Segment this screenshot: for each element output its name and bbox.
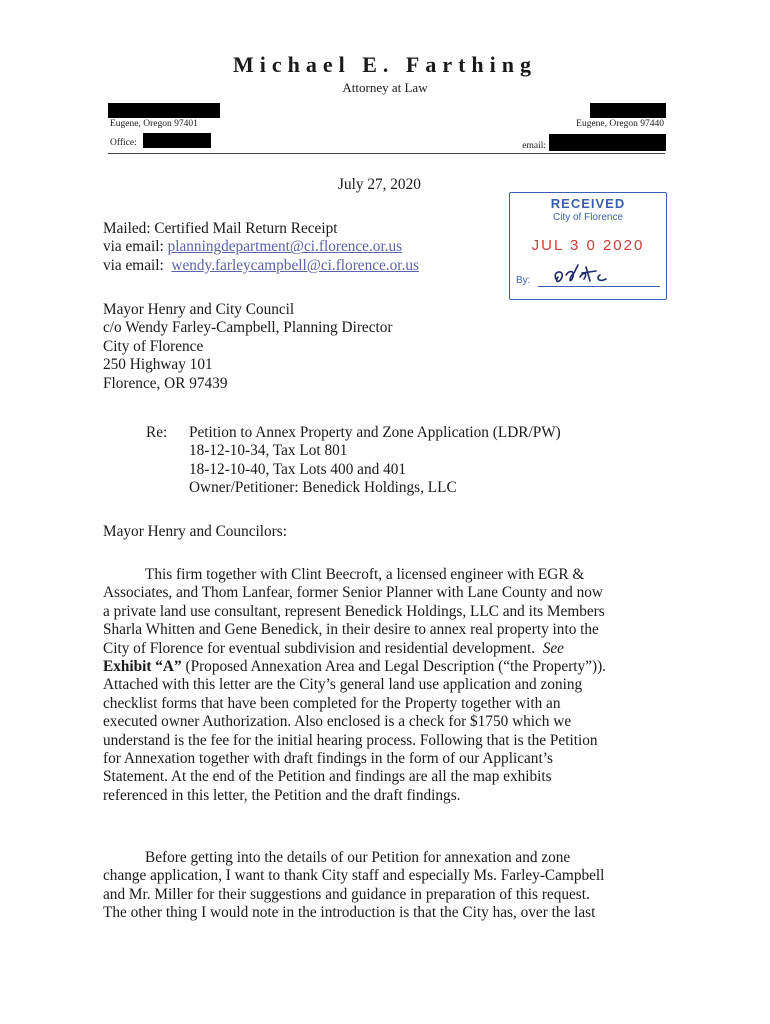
- paragraph-1-rest-line-5: for Annexation together with draft findings in the form of our Applicant’s: [103, 750, 553, 768]
- paragraph-1-line-6: [103, 658, 663, 676]
- redacted-address-right: [590, 103, 666, 118]
- attorney-title: Attorney at Law: [342, 80, 428, 95]
- exhibit-a-reference: Exhibit “A”: [103, 658, 182, 676]
- delivery-block: [103, 220, 419, 275]
- recipient-line-1: Mayor Henry and City Council: [103, 301, 295, 318]
- re-subject-line-4: Owner/Petitioner: Benedick Holdings, LLC: [189, 479, 457, 497]
- paragraph-2-line-3: and Mr. Miller for their suggestions and guidance in preparation of this request.: [103, 885, 590, 903]
- paragraph-1-rest-line-4: understand is the fee for the initial hearing process. Following that is the Petition: [103, 731, 598, 749]
- paragraph-1-line-4: Sharla Whitten and Gene Benedick, in their desire to annex real property into the: [103, 621, 599, 639]
- right-city: Eugene, Oregon 97440: [576, 119, 664, 129]
- received-stamp: [509, 192, 667, 300]
- paragraph-1-rest-line-3: executed owner Authorization. Also enclosed is a check for $1750 which we: [103, 713, 572, 731]
- stamp-heading: RECEIVED: [550, 196, 626, 211]
- paragraph-1-rest-line-6: Statement. At the end of the Petition and findings are all the map exhibits: [103, 768, 552, 786]
- paragraph-1-line-2: Associates, and Thom Lanfear, former Senior Planner with Lane County and now: [103, 584, 603, 602]
- re-subject-line-2: 18-12-10-34, Tax Lot 801: [189, 442, 348, 460]
- re-subject-line-3: 18-12-10-40, Tax Lots 400 and 401: [189, 460, 407, 478]
- attorney-name: Michael E. Farthing: [232, 52, 538, 77]
- left-city: Eugene, Oregon 97401: [110, 119, 198, 129]
- paragraph-1: [103, 566, 663, 805]
- recipient-address: [103, 301, 392, 393]
- paragraph-2-line-1: Before getting into the details of our Petition for annexation and zone: [145, 849, 571, 866]
- letter-date: July 27, 2020: [338, 176, 421, 193]
- paragraph-1-line-3: a private land use consultant, represent Benedick Holdings, LLC and its Members: [103, 602, 605, 620]
- email-label-1: via email:: [103, 238, 164, 256]
- recipient-line-4: 250 Highway 101: [103, 356, 213, 374]
- stamp-by-label: By:: [516, 275, 531, 286]
- stamp-org: City of Florence: [552, 212, 624, 223]
- office-label: Office:: [110, 138, 137, 148]
- email-label-2: via email:: [103, 256, 164, 274]
- paragraph-1-line-5: [103, 640, 663, 658]
- stamp-date: JUL 3 0 2020: [531, 237, 645, 254]
- paragraph-2: [103, 849, 663, 923]
- paragraph-1-rest-line-1: Attached with this letter are the City’s general land use application and zoning: [103, 676, 583, 694]
- paragraph-1-line-1: This firm together with Clint Beecroft, a licensed engineer with EGR &: [145, 566, 585, 583]
- salutation: Mayor Henry and Councilors:: [103, 523, 287, 540]
- re-subject: [189, 424, 561, 498]
- recipient-line-5: Florence, OR 97439: [103, 374, 228, 392]
- wendy-email-link[interactable]: wendy.farleycampbell@ci.florence.or.us: [171, 256, 419, 274]
- redacted-email: [549, 134, 666, 151]
- recipient-line-3: City of Florence: [103, 337, 204, 355]
- paragraph-1-lines: [103, 566, 663, 640]
- paragraph-1-line-6-text: (Proposed Annexation Area and Legal Description (“the Property”)).: [185, 658, 606, 676]
- paragraph-1-rest-line-2: checklist forms that have been completed for the Property together with an: [103, 694, 561, 712]
- planning-email-link[interactable]: planningdepartment@ci.florence.or.us: [167, 238, 403, 256]
- stamp-initials-signature: [550, 261, 640, 289]
- delivery-method: Mailed: Certified Mail Return Receipt: [103, 220, 338, 237]
- email-label: email:: [522, 141, 546, 151]
- delivery-email-line-1: [103, 238, 419, 256]
- re-label: Re:: [146, 424, 168, 441]
- redacted-address-left: [108, 103, 220, 118]
- recipient-line-2: c/o Wendy Farley-Campbell, Planning Director: [103, 319, 393, 337]
- letterhead-rule: [108, 153, 665, 154]
- see-reference: See: [542, 639, 564, 657]
- delivery-email-line-2: [103, 257, 419, 275]
- paragraph-1-rest: [103, 676, 663, 805]
- re-subject-line-1: Petition to Annex Property and Zone Application (LDR/PW): [189, 424, 561, 441]
- redacted-office-phone: [143, 133, 211, 148]
- paragraph-2-line-2: change application, I want to thank City staff and especially Ms. Farley-Campbell: [103, 867, 605, 885]
- paragraph-1-line-5-text: City of Florence for eventual subdivision and residential development.: [103, 639, 536, 657]
- paragraph-1-rest-line-7: referenced in this letter, the Petition and the draft findings.: [103, 786, 461, 804]
- paragraph-2-line-4: The other thing I would note in the introduction is that the City has, over the last: [103, 904, 596, 922]
